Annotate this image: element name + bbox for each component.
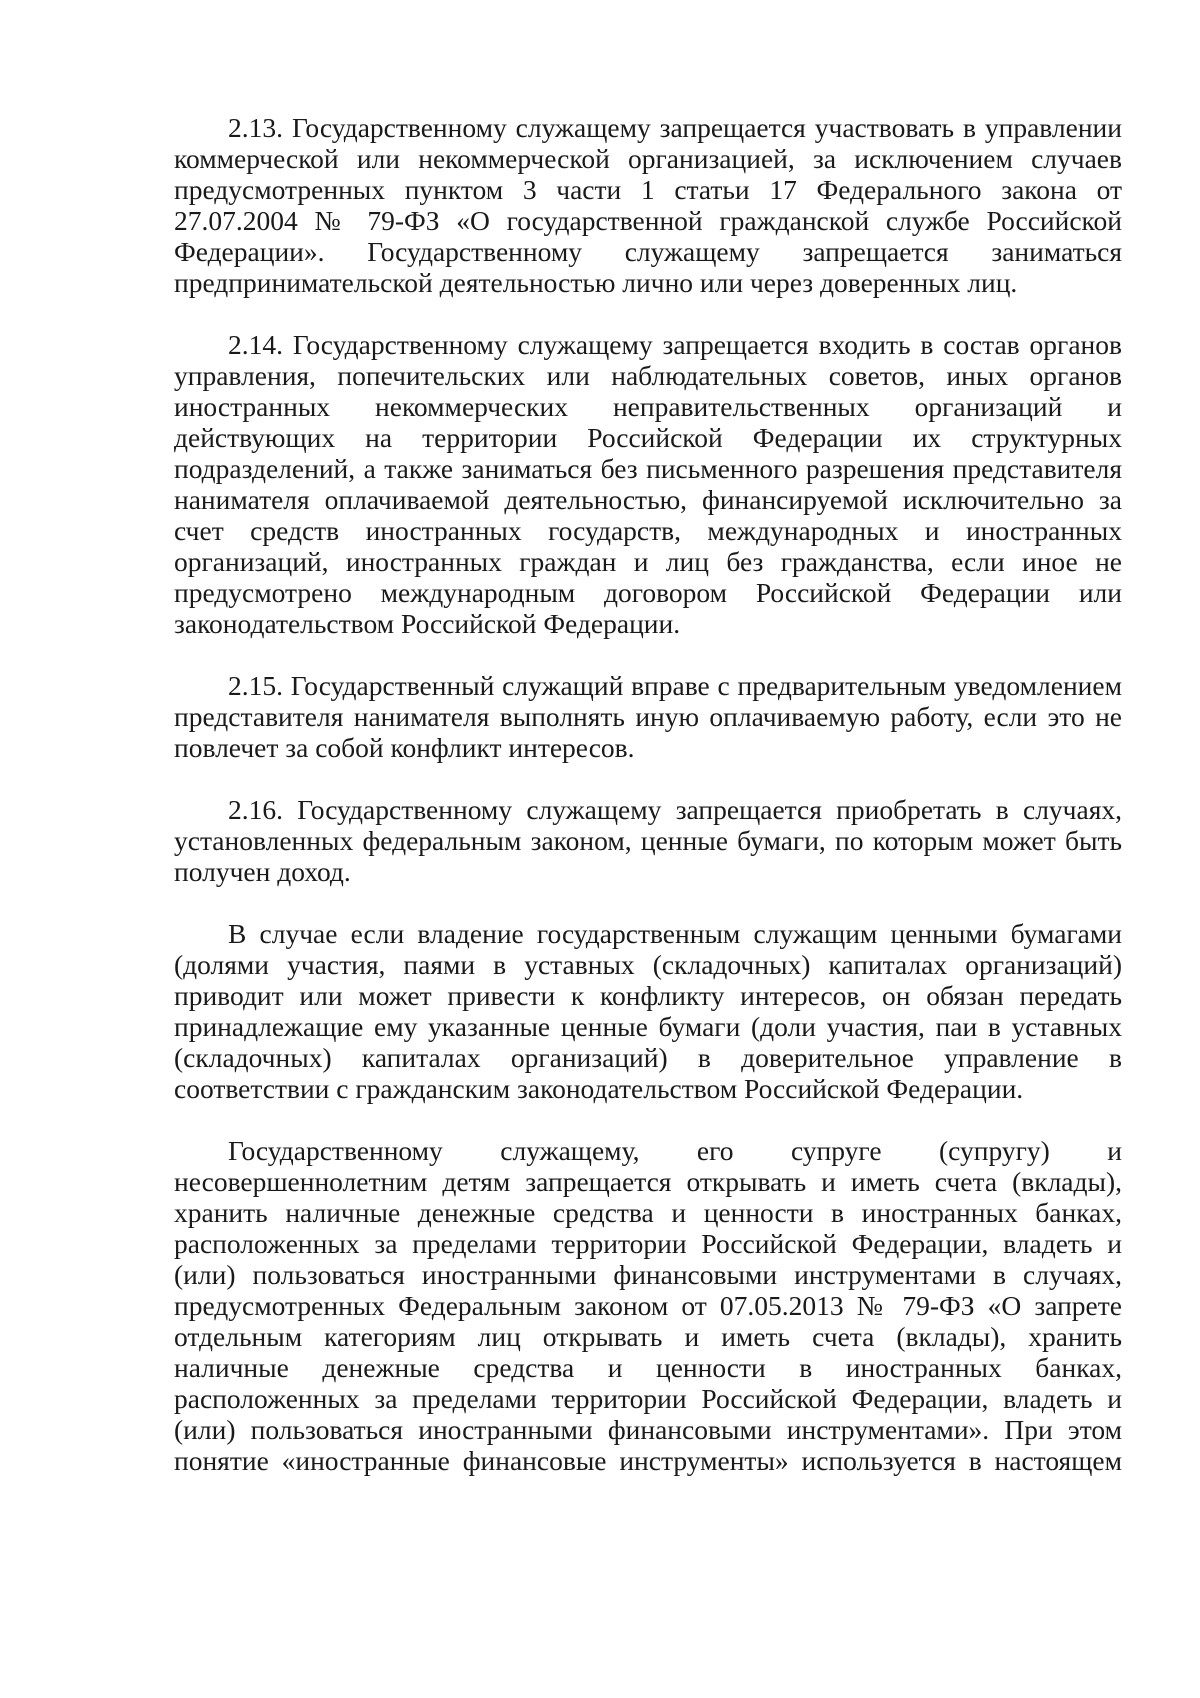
paragraph-2-13: 2.13. Государственному служащему запрещается участвовать в управлении коммерческой или некоммерческой организацией, за исключением случаев предусмотренных пунктом 3 части 1 статьи 17 Федерального закона от 27.07.2004 № 79-ФЗ «О государственной гражданской службе Российской Федерации». Государственному служащему запрещается заниматься предпринимательской деятельностью лично или через доверенных лиц. xyxy=(174,112,1122,298)
paragraph-foreign-accounts: Государственному служащему, его супруге (супругу) и несовершеннолетним детям запрещается открывать и иметь счета (вклады), хранить наличные денежные средства и ценности в иностранных банках, расположенных за пределами территории Российской Федерации, владеть и (или) пользоваться иностранными финансовыми инструментами в случаях, предусмотренных Федеральным законом от 07.05.2013 № 79-ФЗ «О запрете отдельным категориям лиц открывать и иметь счета (вклады), хранить наличные денежные средства и ценности в иностранных банках, расположенных за пределами территории Российской Федерации, владеть и (или) пользоваться иностранными финансовыми инструментами». При этом понятие «иностранные финансовые инструменты» используется в настоящем xyxy=(174,1135,1122,1476)
paragraph-securities-transfer: В случае если владение государственным служащим ценными бумагами (долями участия, паями в уставных (складочных) капиталах организаций) приводит или может привести к конфликту интересов, он обязан передать принадлежащие ему указанные ценные бумаги (доли участия, паи в уставных (складочных) капиталах организаций) в доверительное управление в соответствии с гражданским законодательством Российской Федерации. xyxy=(174,918,1122,1104)
paragraph-2-16: 2.16. Государственному служащему запрещается приобретать в случаях, установленных федеральным законом, ценные бумаги, по которым может быть получен доход. xyxy=(174,794,1122,887)
document-page xyxy=(174,112,1122,1476)
paragraph-2-14: 2.14. Государственному служащему запрещается входить в состав органов управления, попечительских или наблюдательных советов, иных органов иностранных некоммерческих неправительственных организаций и действующих на территории Российской Федерации их структурных подразделений, а также заниматься без письменного разрешения представителя нанимателя оплачиваемой деятельностью, финансируемой исключительно за счет средств иностранных государств, международных и иностранных организаций, иностранных граждан и лиц без гражданства, если иное не предусмотрено международным договором Российской Федерации или законодательством Российской Федерации. xyxy=(174,329,1122,639)
paragraph-2-15: 2.15. Государственный служащий вправе с предварительным уведомлением представителя нанимателя выполнять иную оплачиваемую работу, если это не повлечет за собой конфликт интересов. xyxy=(174,670,1122,763)
